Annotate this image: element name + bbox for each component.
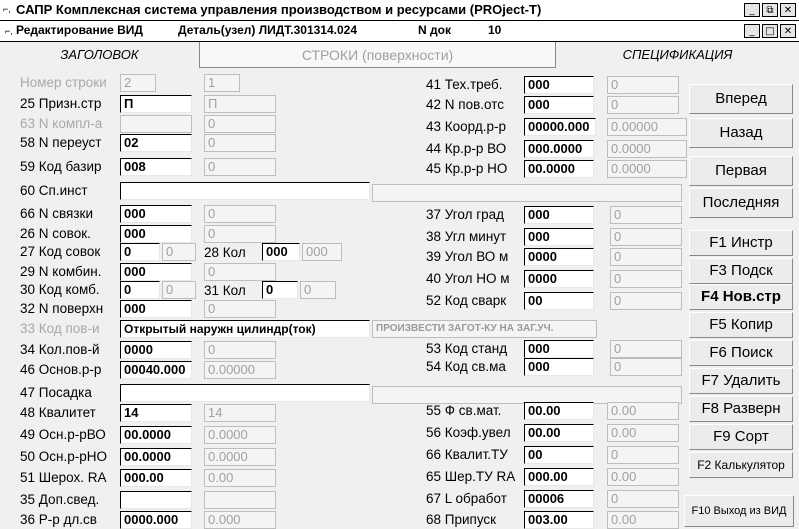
right-row-secondary-value: 0.00 xyxy=(607,468,679,486)
left-row-value[interactable]: П xyxy=(120,95,192,113)
left-row-wide-input-2[interactable] xyxy=(372,184,682,202)
left-row-label: Номер строки xyxy=(20,75,107,90)
left-row-secondary-value: 0.0000 xyxy=(204,448,276,466)
right-row-value[interactable]: 000.0000 xyxy=(524,140,594,158)
right-row-label: 53 Код станд xyxy=(426,341,508,356)
last-button[interactable]: Последняя xyxy=(689,188,793,218)
detail-label: Деталь(узел) ЛИДТ.301314.024 xyxy=(178,23,358,37)
first-button[interactable]: Первая xyxy=(689,156,793,186)
f5-copy-button[interactable]: F5 Копир xyxy=(689,312,793,338)
right-row-secondary-value: 0 xyxy=(607,96,679,114)
right-row-value[interactable]: 000 xyxy=(524,206,594,224)
left-row-label: 46 Основ.р-р xyxy=(20,362,102,377)
f1-tools-button[interactable]: F1 Инстр xyxy=(689,230,793,256)
left-row-label: 49 Осн.р-рВО xyxy=(20,427,106,442)
forward-button[interactable]: Вперед xyxy=(689,84,793,114)
right-row-secondary-value: 0 xyxy=(610,358,682,376)
tab-strip xyxy=(0,42,799,68)
left-row-wide-input[interactable] xyxy=(120,384,370,402)
right-row-label: 52 Код сварк xyxy=(426,293,507,308)
right-row-label: 54 Код св.ма xyxy=(426,359,506,374)
left-row-value[interactable]: 0 xyxy=(120,243,160,261)
left-row-label: 26 N совок. xyxy=(20,226,91,241)
left-row-secondary-value: 0 xyxy=(204,205,276,223)
left-row-secondary-value: 0 xyxy=(204,263,276,281)
left-row-label: 63 N компл-а xyxy=(20,116,103,131)
left-row-label: 58 N переуст xyxy=(20,135,102,150)
f7-delete-button[interactable]: F7 Удалить xyxy=(689,368,793,394)
right-row-label: 44 Кр.р-р ВО xyxy=(426,141,507,156)
right-row-value[interactable]: 00.00 xyxy=(524,424,594,442)
mid-row-label: 31 Кол xyxy=(204,283,246,298)
right-row-value[interactable]: 00000.000 xyxy=(524,118,596,136)
left-row-label: 50 Осн.р-рНО xyxy=(20,449,107,464)
left-row-secondary-value: 0.00000 xyxy=(204,361,276,379)
back-button[interactable]: Назад xyxy=(689,118,793,148)
left-row-secondary-value: 0.000 xyxy=(204,511,276,529)
f2-calculator-button[interactable]: F2 Калькулятор xyxy=(689,452,793,478)
right-row-secondary-value: 0.00 xyxy=(607,511,679,529)
restore-icon[interactable]: ⧉ xyxy=(762,3,778,17)
left-row-secondary-value: 0 xyxy=(204,225,276,243)
right-row-value[interactable]: 000 xyxy=(524,340,594,358)
close-icon[interactable]: ✕ xyxy=(780,3,796,17)
right-row-label: 56 Коэф.увел xyxy=(426,425,511,440)
right-row-label: 40 Угол НО м xyxy=(426,271,510,286)
left-row-secondary-value: 0 xyxy=(204,115,276,133)
left-row-label: 27 Код совок xyxy=(20,244,101,259)
left-row-value[interactable]: 2 xyxy=(120,74,156,92)
document-titlebar xyxy=(0,21,799,42)
right-row-value[interactable]: 00 xyxy=(524,292,594,310)
left-row-value[interactable]: 00.0000 xyxy=(120,448,192,466)
mid-row-value[interactable]: 000 xyxy=(262,243,300,261)
left-row-secondary-value: 0.0000 xyxy=(204,426,276,444)
right-row-value[interactable]: 003.00 xyxy=(524,511,594,529)
left-row-wide-input[interactable] xyxy=(120,182,370,200)
right-row-secondary-value: 0 xyxy=(607,446,679,464)
left-row-label: 33 Код пов-и xyxy=(20,321,100,336)
left-row-value[interactable]: 008 xyxy=(120,158,192,176)
right-row-value[interactable]: 000 xyxy=(524,76,594,94)
tab-specification[interactable]: СПЕЦИФИКАЦИЯ xyxy=(555,42,799,68)
right-row-secondary-value: 0.00000 xyxy=(607,118,687,136)
left-row-value[interactable]: Открытый наружн цилиндр(ток) xyxy=(120,320,370,338)
left-row-value[interactable]: 00040.000 xyxy=(120,361,192,379)
document-title: Редактирование ВИД xyxy=(16,23,143,37)
right-row-label: 43 Коорд.р-р xyxy=(426,119,506,134)
right-row-label: 68 Припуск xyxy=(426,512,497,527)
left-row-secondary-value: 0 xyxy=(162,281,196,299)
left-row-secondary-value xyxy=(204,491,276,509)
right-row-secondary-value: 0 xyxy=(610,270,682,288)
right-row-label: 45 Кр.р-р НО xyxy=(426,161,508,176)
right-row-label: 66 Квалит.ТУ xyxy=(426,447,508,462)
right-row-label: 41 Тех.треб. xyxy=(426,77,503,92)
left-row-value[interactable]: 000 xyxy=(120,205,192,223)
left-row-value[interactable]: 00.0000 xyxy=(120,426,192,444)
doc-close-icon[interactable]: ✕ xyxy=(780,24,796,38)
right-row-value[interactable]: 00.00 xyxy=(524,402,594,420)
window-title: САПР Комплексная система управления производством и ресурсами (PROject-T) xyxy=(16,2,542,17)
left-row-label: 48 Квалитет xyxy=(20,405,96,420)
doc-menu-icon[interactable]: ⌐, xyxy=(5,26,13,36)
right-row-secondary-value: 0 xyxy=(610,228,682,246)
left-row-value[interactable]: 14 xyxy=(120,404,192,422)
f6-search-button[interactable]: F6 Поиск xyxy=(689,340,793,366)
right-row-secondary-value: 0 xyxy=(610,206,682,224)
right-row-secondary-value: 0 xyxy=(610,340,682,358)
right-row-value[interactable]: 000 xyxy=(524,228,594,246)
left-row-value[interactable]: 000.00 xyxy=(120,469,192,487)
left-row-secondary-value: П xyxy=(204,95,276,113)
right-row-label: 37 Угол град xyxy=(426,207,505,222)
right-row-value[interactable]: 00 xyxy=(524,446,594,464)
left-row-value[interactable]: 0000.000 xyxy=(120,511,192,529)
right-row-value[interactable]: 0000 xyxy=(524,248,594,266)
right-row-secondary-value: 0.00 xyxy=(607,402,679,420)
left-row-value[interactable]: 000 xyxy=(120,225,192,243)
right-row-secondary-value: 0 xyxy=(607,76,679,94)
left-row-label: 29 N комбин. xyxy=(20,264,102,279)
right-row-label: 67 L обработ xyxy=(426,491,507,506)
left-row-value[interactable]: 0 xyxy=(120,281,160,299)
app-menu-icon[interactable]: ⌐, xyxy=(3,4,11,14)
f3-hint-button[interactable]: F3 Подск xyxy=(689,258,793,284)
left-row-secondary-value: 14 xyxy=(204,404,276,422)
left-row-label: 35 Доп.свед. xyxy=(20,492,100,507)
right-row-value[interactable]: 000 xyxy=(524,96,594,114)
right-row-label: 55 Ф св.мат. xyxy=(426,403,502,418)
left-row-label: 34 Кол.пов-й xyxy=(20,342,100,357)
right-row-value[interactable]: 00.0000 xyxy=(524,160,594,178)
doc-number-value: 10 xyxy=(488,23,502,37)
f10-exit-button[interactable]: F10 Выход из ВИД xyxy=(684,495,794,527)
doc-maximize-icon[interactable]: □ xyxy=(762,24,778,38)
right-row-secondary-value: 0 xyxy=(607,490,679,508)
left-row-label: 47 Посадка xyxy=(20,385,92,400)
left-row-secondary-value: 0 xyxy=(204,341,276,359)
minimize-icon[interactable]: _ xyxy=(744,3,760,17)
mid-row-label: 28 Кол xyxy=(204,245,246,260)
f8-expand-button[interactable]: F8 Разверн xyxy=(689,396,793,422)
left-row-value[interactable]: 000 xyxy=(120,300,192,318)
left-row-value[interactable]: 000 xyxy=(120,263,192,281)
doc-minimize-icon[interactable]: _ xyxy=(744,24,760,38)
mid-row-value[interactable]: 0 xyxy=(262,281,298,299)
mid-row-secondary-value: 0 xyxy=(300,281,336,299)
left-row-label: 66 N связки xyxy=(20,206,93,221)
left-row-label: 36 Р-р дл.св xyxy=(20,512,97,527)
tab-header[interactable]: ЗАГОЛОВОК xyxy=(0,42,200,68)
left-row-secondary-value: 0 xyxy=(204,300,276,318)
right-row-value[interactable]: 000.00 xyxy=(524,468,594,486)
left-row-label: 51 Шерох. RA xyxy=(20,470,107,485)
right-row-secondary-value: 0.0000 xyxy=(607,160,687,178)
left-row-label: 60 Сп.инст xyxy=(20,183,88,198)
right-row-secondary-value: 0.00 xyxy=(607,424,679,442)
right-row-secondary-value: 0 xyxy=(610,248,682,266)
right-row-label: 38 Угл минут xyxy=(426,229,507,244)
left-row-value[interactable]: 0000 xyxy=(120,341,192,359)
left-row-secondary-value: 0 xyxy=(162,243,196,261)
left-row-value[interactable]: 02 xyxy=(120,134,192,152)
left-row-label: 30 Код комб. xyxy=(20,282,100,297)
left-row-label: 59 Код базир xyxy=(20,159,102,174)
right-row-label: 39 Угол ВО м xyxy=(426,249,509,264)
left-row-secondary-value: 0.00 xyxy=(204,469,276,487)
left-row-secondary-value: 0 xyxy=(204,134,276,152)
right-row-label: 65 Шер.ТУ RA xyxy=(426,469,516,484)
left-row-secondary-value: 1 xyxy=(204,74,240,92)
f4-new-row-button[interactable]: F4 Нов.стр xyxy=(689,284,793,310)
left-row-secondary-value: 0 xyxy=(204,158,276,176)
left-row-label: 25 Призн.стр xyxy=(20,96,102,111)
right-row-secondary-value: 0.0000 xyxy=(607,140,687,158)
right-row-secondary-value: 0 xyxy=(610,292,682,310)
right-row-value[interactable]: 000 xyxy=(524,358,594,376)
right-row-label: 42 N пов.отс xyxy=(426,97,505,112)
left-row-label: 32 N поверхн xyxy=(20,301,104,316)
left-row-hint: ПРОИЗВЕСТИ ЗАГОТ-КУ НА ЗАГ.УЧ. xyxy=(372,320,597,338)
mid-row-secondary-value: 000 xyxy=(302,243,342,261)
right-row-value[interactable]: 00006 xyxy=(524,490,594,508)
f9-sort-button[interactable]: F9 Сорт xyxy=(689,424,793,450)
tab-rows[interactable]: СТРОКИ (поверхности) xyxy=(200,42,555,68)
window-titlebar xyxy=(0,0,799,21)
right-row-value[interactable]: 0000 xyxy=(524,270,594,288)
left-row-value[interactable] xyxy=(120,115,192,133)
left-row-value[interactable] xyxy=(120,491,192,509)
doc-number-label: N док xyxy=(418,23,451,37)
